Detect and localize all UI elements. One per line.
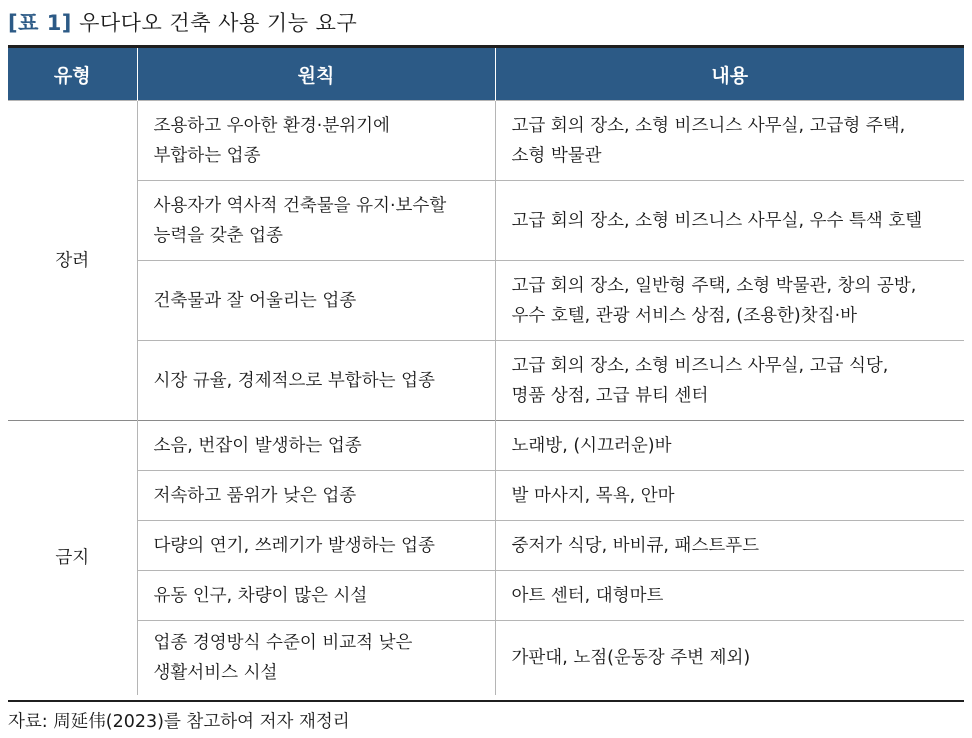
table-row <box>8 181 964 261</box>
table-row <box>8 421 964 471</box>
principle-text: 업종 경영방식 수준이 비교적 낮은 생활서비스 시설 <box>153 633 413 683</box>
table-row <box>8 101 964 181</box>
table-bottom-rule <box>8 700 964 702</box>
requirements-table <box>8 48 964 695</box>
header-type: 유형 <box>8 48 137 101</box>
table-number: [표 1] <box>8 11 72 35</box>
table-row <box>8 521 964 571</box>
principle-cell <box>137 341 495 421</box>
table-title: 우다다오 건축 사용 기능 요구 <box>79 11 358 35</box>
principle-cell <box>137 181 495 261</box>
table-row <box>8 341 964 421</box>
principle-text: 다량의 연기, 쓰레기가 발생하는 업종 <box>153 535 435 556</box>
content-cell <box>495 341 964 421</box>
table-caption <box>8 6 357 40</box>
content-text: 고급 회의 장소, 소형 비즈니스 사무실, 고급 식당, 명품 상점, 고급 뷰티 센터 <box>511 355 889 406</box>
principle-text: 저속하고 품위가 낮은 업종 <box>153 485 357 506</box>
content-text: 고급 회의 장소, 소형 비즈니스 사무실, 우수 특색 호텔 <box>511 210 923 231</box>
header-content: 내용 <box>495 48 964 101</box>
principle-text: 소음, 번잡이 발생하는 업종 <box>153 435 362 456</box>
principle-text: 건축물과 잘 어울리는 업종 <box>153 290 357 311</box>
header-principle: 원칙 <box>137 48 495 101</box>
content-text: 고급 회의 장소, 일반형 주택, 소형 박물관, 창의 공방, 우수 호텔, 관광 서비스 상점, (조용한)찻집·바 <box>511 275 917 326</box>
principle-text: 조용하고 우아한 환경·분위기에 부합하는 업종 <box>153 115 390 166</box>
type-cell-prohibit: 금지 <box>8 421 137 696</box>
content-cell <box>495 421 964 471</box>
content-text: 발 마사지, 목욕, 안마 <box>511 485 675 506</box>
principle-cell <box>137 261 495 341</box>
principle-cell <box>137 471 495 521</box>
principle-text: 사용자가 역사적 건축물을 유지·보수할 능력을 갖춘 업종 <box>153 195 447 246</box>
content-cell <box>495 621 964 696</box>
principle-text: 시장 규율, 경제적으로 부합하는 업종 <box>153 370 435 391</box>
content-cell <box>495 101 964 181</box>
type-cell-encourage: 장려 <box>8 101 137 421</box>
content-text: 아트 센터, 대형마트 <box>511 585 664 606</box>
content-cell <box>495 521 964 571</box>
principle-cell <box>137 621 495 696</box>
content-text: 가판대, 노점(운동장 주변 제외) <box>511 648 751 668</box>
table-row <box>8 571 964 621</box>
table-row <box>8 261 964 341</box>
principle-cell <box>137 521 495 571</box>
source-note: 자료: 周延伟(2023)를 참고하여 저자 재정리 <box>8 712 350 732</box>
content-text: 고급 회의 장소, 소형 비즈니스 사무실, 고급형 주택, 소형 박물관 <box>511 115 906 166</box>
principle-cell <box>137 101 495 181</box>
content-cell <box>495 471 964 521</box>
content-text: 중저가 식당, 바비큐, 패스트푸드 <box>511 535 760 556</box>
content-cell <box>495 181 964 261</box>
content-cell <box>495 571 964 621</box>
header-row <box>8 48 964 101</box>
table-row <box>8 621 964 696</box>
content-cell <box>495 261 964 341</box>
principle-cell <box>137 421 495 471</box>
table-row <box>8 471 964 521</box>
principle-text: 유동 인구, 차량이 많은 시설 <box>153 585 368 606</box>
content-text: 노래방, (시끄러운)바 <box>511 435 672 456</box>
principle-cell <box>137 571 495 621</box>
